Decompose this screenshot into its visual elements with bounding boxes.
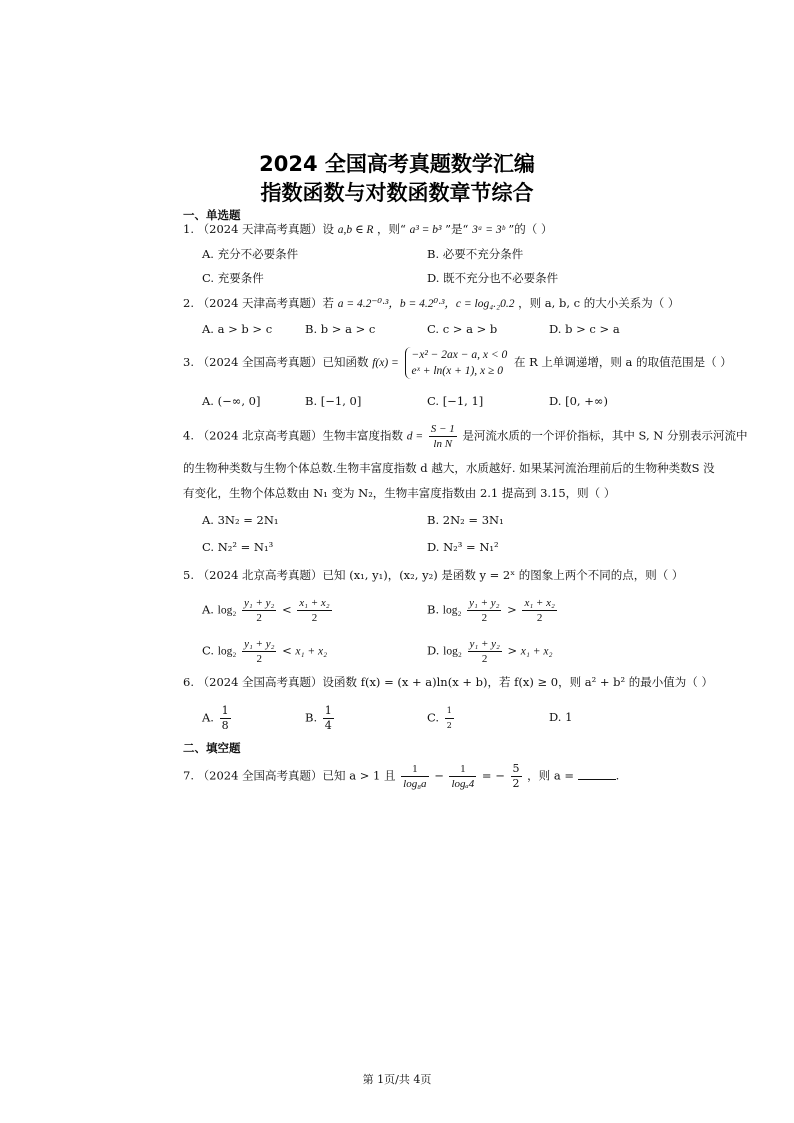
q5-a-lt: < xyxy=(282,602,292,617)
q6-c-fraction xyxy=(445,704,454,733)
q1-suffix: ”的（ ） xyxy=(508,222,553,236)
q1-mid1: ，则“ xyxy=(377,222,406,236)
q5-a-fraction-left xyxy=(242,596,276,625)
q5-a-ysum: y₁ + y₂ xyxy=(244,597,275,609)
q5-option-d-label: D. xyxy=(427,643,440,658)
q7-answer-blank xyxy=(578,767,616,780)
q5-b-log: log₂ xyxy=(442,604,462,617)
q6-option-c xyxy=(427,704,456,733)
q4-option-b: B. 2N₂ = 3N₁ xyxy=(427,513,504,527)
q6-b-fraction xyxy=(323,704,334,733)
q3-option-c: C. [−1, 1] xyxy=(427,394,484,408)
q5-a-den-left: 2 xyxy=(256,612,262,624)
q7-f3-num: 5 xyxy=(512,762,520,775)
q3-piecewise xyxy=(405,347,507,379)
question-1 xyxy=(183,219,773,240)
q2-option-a: A. a > b > c xyxy=(202,322,273,336)
q6-a-den: 8 xyxy=(221,719,229,732)
q7-suffix: ，则 a = xyxy=(527,768,574,783)
q7-f1-num: 1 xyxy=(401,762,428,777)
q6-a-fraction xyxy=(220,704,231,733)
q5-option-a xyxy=(202,596,334,625)
q4-option-d: D. N₂³ = N₁² xyxy=(427,540,499,554)
q2-expression: a = 4.2⁻⁰·³，b = 4.2⁰·³，c = log₄.₂0.2 xyxy=(337,298,515,310)
q5-c-xsum: x₁ + x₂ xyxy=(295,645,328,658)
q7-f2-num: 1 xyxy=(449,762,476,777)
title-line-1: 2024 全国高考真题数学汇编 xyxy=(259,152,535,176)
q3-case-2: eˣ + ln(x + 1), x ≥ 0 xyxy=(411,365,503,377)
title-line-2: 指数函数与对数函数章节综合 xyxy=(260,181,534,205)
question-7 xyxy=(183,762,773,791)
q5-option-b xyxy=(427,596,559,625)
question-2 xyxy=(183,293,773,314)
q1-option-a: A. 充分不必要条件 xyxy=(202,247,299,261)
q1-proposition-1: a³ = b³ xyxy=(409,224,442,236)
q2-option-c: C. c > a > b xyxy=(427,322,498,336)
q7-f2-den: logₐ4 xyxy=(451,778,475,790)
q2-option-d: D. b > c > a xyxy=(549,322,620,336)
q6-b-den: 4 xyxy=(324,719,332,732)
q5-b-xsum: x₁ + x₂ xyxy=(524,597,555,609)
q1-option-c: C. 充要条件 xyxy=(202,271,264,285)
question-4-line-2: 的生物种类数与生物个体总数.生物丰富度指数 d 越大，水质越好. 如果某河流治理前后的生物种类数S 没 xyxy=(183,461,715,475)
q7-fraction-2 xyxy=(449,762,476,791)
q7-end: . xyxy=(615,768,620,783)
q6-c-num: 1 xyxy=(445,704,454,719)
q4-denominator: ln N xyxy=(433,438,453,450)
q6-option-d: D. 1 xyxy=(549,710,573,724)
q7-fraction-1 xyxy=(401,762,428,791)
q1-prefix: 1. （2024 天津高考真题）设 xyxy=(183,222,335,236)
q1-option-b: B. 必要不充分条件 xyxy=(427,247,524,261)
q4-numerator: S − 1 xyxy=(430,423,455,435)
question-5: 5. （2024 北京高考真题）已知 (x₁, y₁)，(x₂, y₂) 是函数 y = 2ˣ 的图象上两个不同的点，则（ ） xyxy=(183,568,684,582)
q5-a-fraction-right xyxy=(297,596,331,625)
question-4-line-1 xyxy=(183,422,773,451)
question-6: 6. （2024 全国高考真题）设函数 f(x) = (x + a)ln(x + b)，若 f(x) ≥ 0，则 a² + b² 的最小值为（ ） xyxy=(183,675,713,689)
q1-proposition-2: 3ᵃ = 3ᵇ xyxy=(472,224,505,236)
q4-d-eq: d = xyxy=(406,430,424,443)
q6-c-den: 2 xyxy=(446,721,452,730)
q3-case-1: −x² − 2ax − a, x < 0 xyxy=(411,349,508,361)
q4-option-c: C. N₂² = N₁³ xyxy=(202,540,274,554)
q7-f1-den: log₈a xyxy=(403,778,427,790)
q4-fraction xyxy=(429,422,457,451)
q5-d-log: log₂ xyxy=(443,645,462,658)
q5-c-fraction xyxy=(242,637,276,666)
q7-minus: − xyxy=(434,768,444,783)
q5-option-d xyxy=(427,637,553,666)
q2-prefix: 2. （2024 天津高考真题）若 xyxy=(183,296,335,310)
q1-mid2: ”是“ xyxy=(445,222,469,236)
q3-option-b: B. [−1, 0] xyxy=(305,394,362,408)
q4-option-a: A. 3N₂ = 2N₁ xyxy=(202,513,279,527)
q3-prefix: 3. （2024 全国高考真题）已知函数 xyxy=(183,355,369,369)
q5-b-fraction-right xyxy=(522,596,556,625)
q5-c-den: 2 xyxy=(256,653,262,665)
page-footer: 第 1页/共 4页 xyxy=(362,1073,432,1086)
q6-a-num: 1 xyxy=(221,704,229,717)
q6-option-b-label: B. xyxy=(305,710,318,725)
q6-option-a xyxy=(202,704,233,733)
q5-d-ysum: y₁ + y₂ xyxy=(469,638,500,650)
q5-b-fraction-left xyxy=(467,596,501,625)
q5-a-den-right: 2 xyxy=(311,612,318,624)
section-single-choice: 一、单选题 xyxy=(183,208,241,222)
section-fill-in: 二、填空题 xyxy=(183,741,241,755)
q5-d-fraction xyxy=(468,637,502,666)
q5-b-gt: > xyxy=(507,602,517,617)
q7-fraction-3 xyxy=(511,762,522,791)
q7-f3-den: 2 xyxy=(512,777,520,790)
q5-c-lt: < xyxy=(282,643,292,658)
q5-a-xsum: x₁ + x₂ xyxy=(299,597,330,609)
q3-option-a: A. (−∞, 0] xyxy=(202,394,261,408)
q5-option-b-label: B. xyxy=(427,602,440,617)
q5-b-den-right: 2 xyxy=(536,612,543,624)
q5-d-xsum: x₁ + x₂ xyxy=(520,645,553,658)
q5-d-den: 2 xyxy=(481,653,488,665)
q3-fx: f(x) = xyxy=(372,357,399,369)
q5-d-gt: > xyxy=(507,643,518,658)
q6-option-b xyxy=(305,704,336,733)
q5-c-ysum: y₁ + y₂ xyxy=(244,638,275,650)
q7-equals: = − xyxy=(481,768,505,783)
q5-a-log: log₂ xyxy=(217,604,237,617)
q5-b-ysum: y₁ + y₂ xyxy=(469,597,500,609)
question-4-line-3: 有变化，生物个体总数由 N₁ 变为 N₂，生物丰富度指数由 2.1 提高到 3.15，则（ ） xyxy=(183,486,616,500)
q1-option-d: D. 既不充分也不必要条件 xyxy=(427,271,559,285)
q5-option-a-label: A. xyxy=(202,602,214,617)
q4-prefix: 4. （2024 北京高考真题）生物丰富度指数 xyxy=(183,428,404,443)
q6-option-c-label: C. xyxy=(427,710,440,725)
q2-option-b: B. b > a > c xyxy=(305,322,376,336)
q5-b-den-left: 2 xyxy=(481,612,488,624)
q3-suffix: 在 R 上单调递增，则 a 的取值范围是（ ） xyxy=(513,355,732,369)
q5-option-c-label: C. xyxy=(202,643,215,658)
q6-option-a-label: A. xyxy=(202,710,214,725)
q3-option-d: D. [0, +∞) xyxy=(549,394,608,408)
q5-option-c xyxy=(202,637,327,666)
q6-b-num: 1 xyxy=(324,704,332,717)
q5-c-log: log₂ xyxy=(217,645,237,658)
q7-prefix: 7. （2024 全国高考真题）已知 a > 1 且 xyxy=(183,768,396,783)
q4-line1-suffix: 是河流水质的一个评价指标，其中 S, N 分别表示河流中 xyxy=(462,428,748,443)
q1-condition: a,b ∈ R xyxy=(337,224,374,236)
q2-suffix: ，则 a, b, c 的大小关系为（ ） xyxy=(518,296,680,310)
question-3 xyxy=(183,347,773,379)
